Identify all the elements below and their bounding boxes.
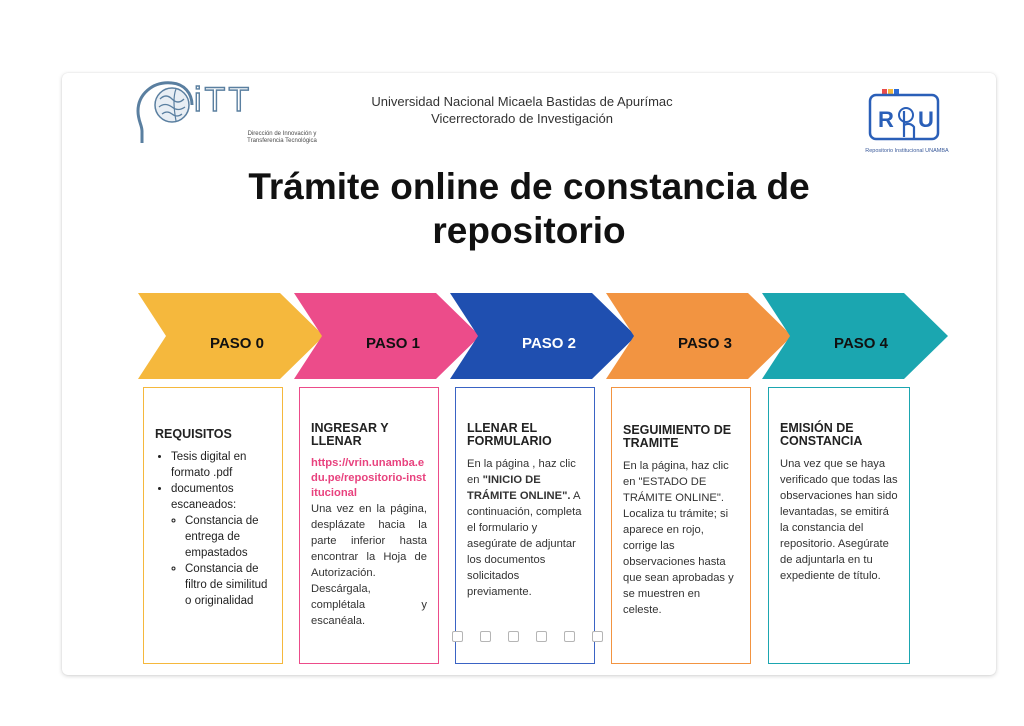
- list-item: ◦ Constancia de filtro de similitud o originalidad: [185, 561, 271, 609]
- repository-link[interactable]: https://vrin.unamba.edu.pe/repositorio-institucional: [311, 457, 426, 499]
- paso3-text: En la página, haz clic en "ESTADO DE TRÁMITE ONLINE". Localiza tu trámite; si aparece en rojo, corrige las observaciones hasta que sean aprobadas y se muestren en celeste.: [623, 460, 734, 616]
- itt-subtitle: Dirección de Innovación y Transferencia Tecnológica: [247, 131, 317, 144]
- paso1-text: Una vez en la página, desplázate hacia la parte inferior hasta encontrar la Hoja de Autorización. Descárgala, complétala y escanéala.: [311, 503, 427, 627]
- carousel-dot[interactable]: [564, 631, 575, 642]
- page-title: Trámite online de constancia de repositorio: [248, 166, 810, 251]
- paso1-box: [299, 387, 439, 664]
- ri-logo-u: U: [918, 107, 934, 132]
- carousel-dot[interactable]: [592, 631, 603, 642]
- infographic-card: [62, 73, 996, 675]
- university-name: Universidad Nacional Micaela Bastidas de Apurímac: [371, 94, 673, 109]
- carousel-dot[interactable]: [452, 631, 463, 642]
- paso1-heading: INGRESAR Y LLENAR: [311, 421, 389, 448]
- paso1-label: PASO 1: [366, 335, 420, 352]
- carousel-dot[interactable]: [480, 631, 491, 642]
- paso4-text: Una vez que se haya verificado que todas las observaciones han sido levantadas, se emitirá la constancia del repositorio. Asegúrate de adjuntarla en tu expediente de título.: [780, 458, 898, 582]
- paso3-heading: SEGUIMIENTO DE TRAMITE: [623, 423, 732, 450]
- paso2-label: PASO 2: [522, 335, 576, 352]
- itt-logo-text: iTT: [194, 81, 253, 119]
- paso4-box: [768, 387, 910, 664]
- paso2-heading: LLENAR EL FORMULARIO: [467, 421, 552, 448]
- paso0-label: PASO 0: [210, 335, 264, 352]
- list-item: • documentos escaneados: ◦ Constancia de entrega de empastados ◦ Constancia de filtro de similitud o originalidad: [171, 481, 271, 609]
- paso2-box: [455, 387, 595, 664]
- paso2-text: En la página , haz clic en "INICIO DE TRÁMITE ONLINE". A continuación, completa el formulario y asegúrate de adjuntar los documentos solicitados previamente.: [467, 458, 582, 598]
- paso0-box: [143, 387, 283, 664]
- paso0-heading: REQUISITOS: [155, 427, 232, 441]
- paso3-label: PASO 3: [678, 335, 732, 352]
- list-item: ◦ Constancia de entrega de empastados: [185, 513, 271, 561]
- carousel-dot[interactable]: [536, 631, 547, 642]
- vice-rectorate: Vicerrectorado de Investigación: [431, 111, 613, 126]
- ri-logo-r: R: [878, 107, 894, 132]
- requirements-list: [155, 449, 271, 609]
- list-item: • Tesis digital en formato .pdf: [171, 449, 271, 481]
- paso4-heading: EMISIÓN DE CONSTANCIA: [780, 421, 863, 448]
- carousel-dots: [452, 631, 603, 642]
- carousel-dot[interactable]: [508, 631, 519, 642]
- ri-subtitle: Repositorio Institucional UNAMBA: [865, 148, 949, 154]
- paso4-label: PASO 4: [834, 335, 888, 352]
- paso3-box: [611, 387, 751, 664]
